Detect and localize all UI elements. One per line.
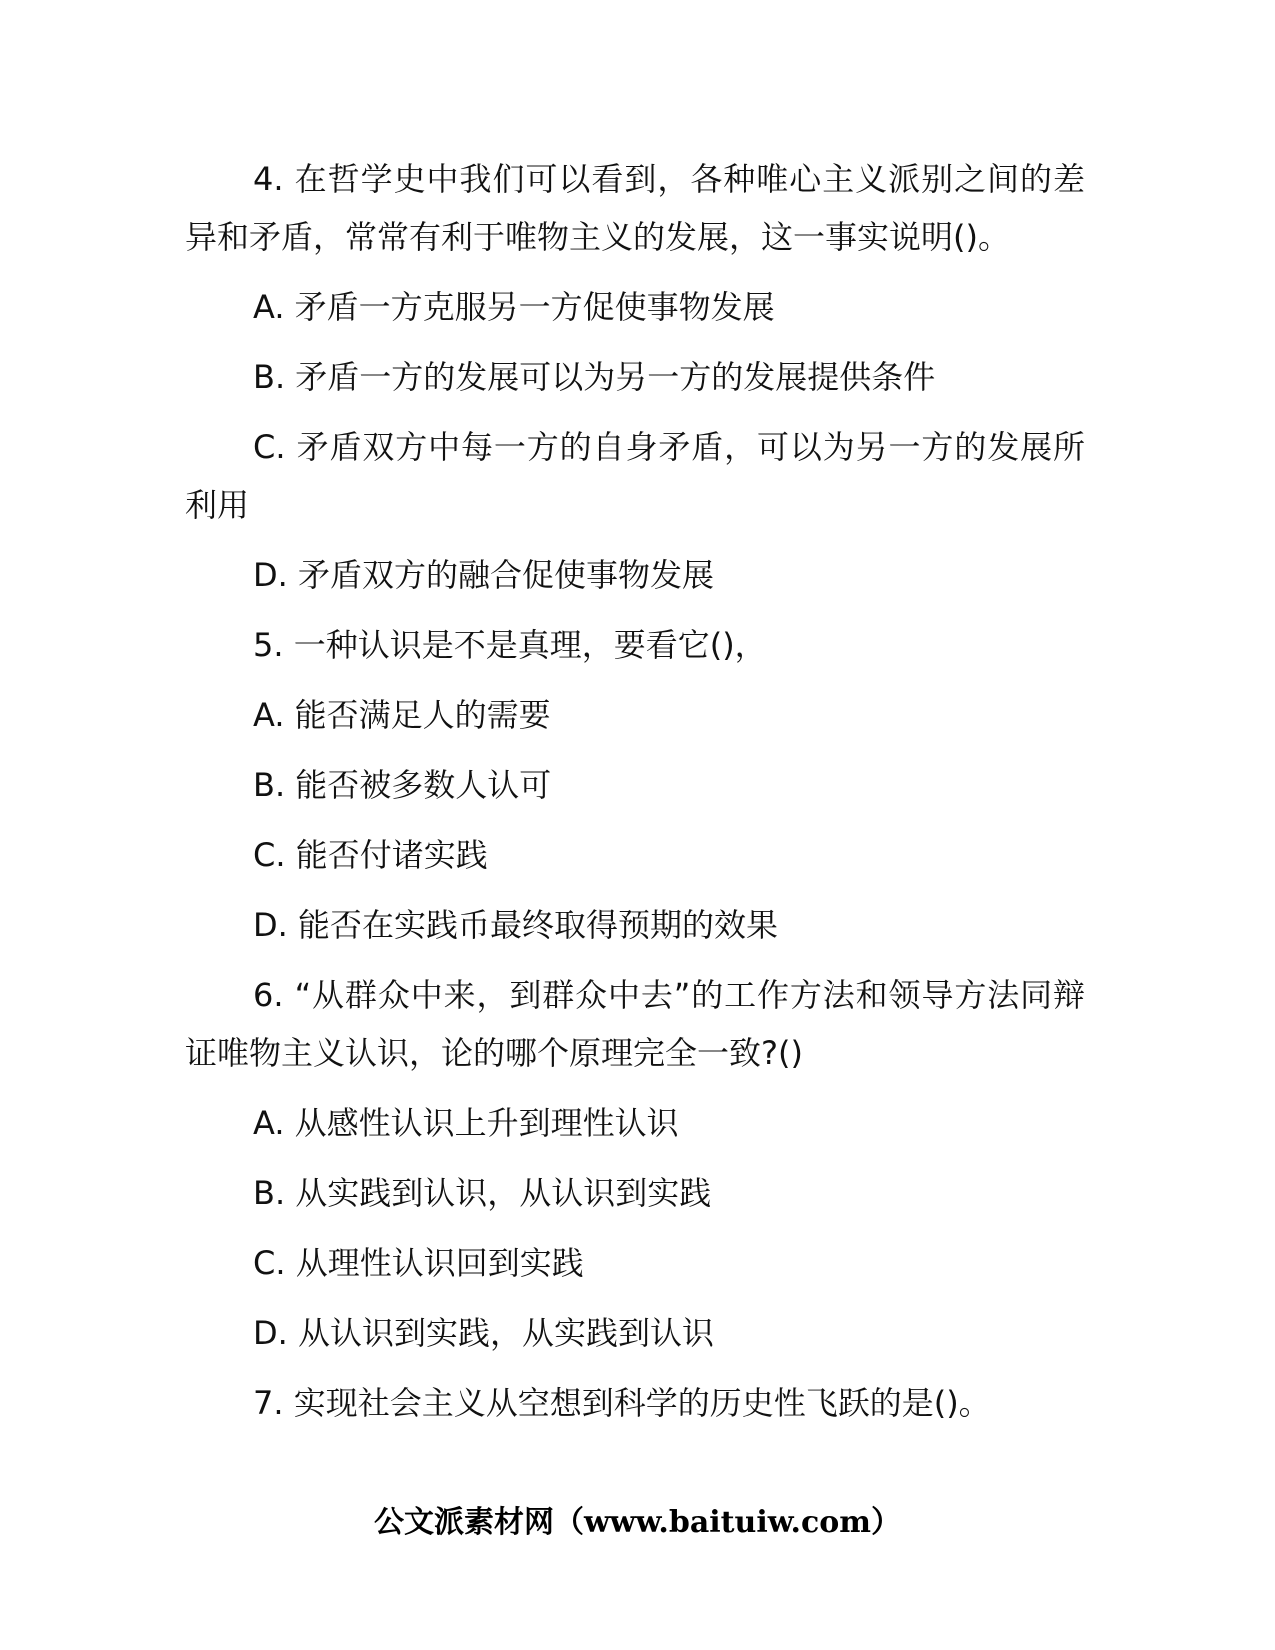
option-4c: C. 矛盾双方中每一方的自身矛盾，可以为另一方的发展所利用	[185, 428, 1085, 524]
document-body	[185, 150, 1085, 1444]
option-6a: A. 从感性认识上升到理性认识	[253, 1104, 679, 1142]
option-6c: C. 从理性认识回到实践	[253, 1244, 584, 1282]
page-footer: 公文派素材网（www.baituiw.com）	[373, 1505, 902, 1540]
option-6d: D. 从认识到实践，从实践到认识	[253, 1314, 714, 1352]
question-7: 7. 实现社会主义从空想到科学的历史性飞跃的是()。	[253, 1384, 991, 1422]
option-5d: D. 能否在实践币最终取得预期的效果	[253, 906, 778, 944]
option-4a: A. 矛盾一方克服另一方促使事物发展	[253, 288, 775, 326]
option-5a: A. 能否满足人的需要	[253, 696, 551, 734]
question-6: 6. “从群众中来，到群众中去”的工作方法和领导方法同辩证唯物主义认识，论的哪个原理完全一致?()	[185, 976, 1085, 1072]
option-5c: C. 能否付诸实践	[253, 836, 488, 874]
option-4b: B. 矛盾一方的发展可以为另一方的发展提供条件	[253, 358, 936, 396]
question-5: 5. 一种认识是不是真理，要看它()，	[253, 626, 767, 664]
option-6b: B. 从实践到认识，从认识到实践	[253, 1174, 712, 1212]
option-4d: D. 矛盾双方的融合促使事物发展	[253, 556, 714, 594]
option-5b: B. 能否被多数人认可	[253, 766, 552, 804]
question-4: 4. 在哲学史中我们可以看到，各种唯心主义派别之间的差异和矛盾，常常有利于唯物主义的发展，这一事实说明()。	[185, 160, 1085, 256]
